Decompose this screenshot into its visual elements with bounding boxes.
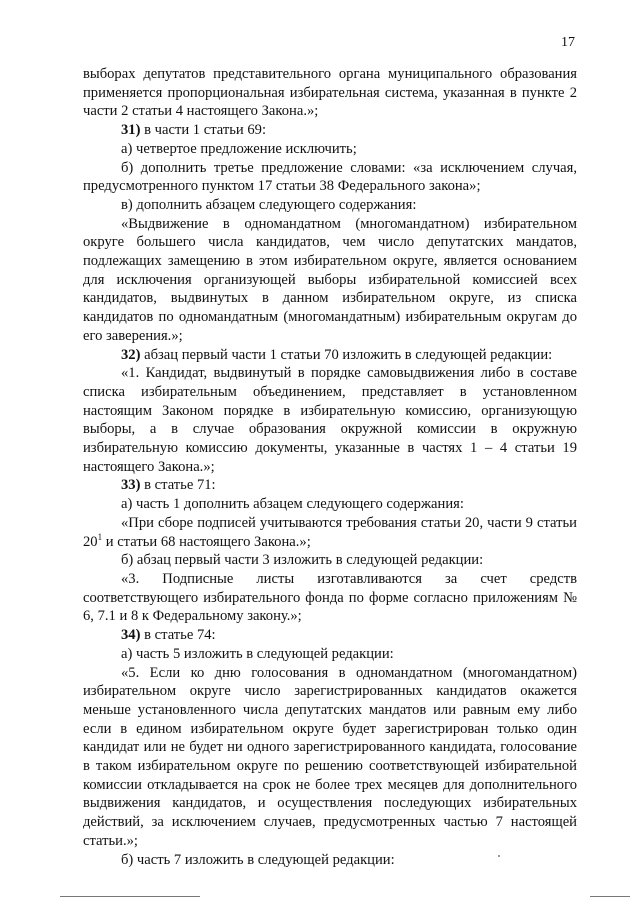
- item-text: в статье 71:: [140, 477, 216, 494]
- superscript: 1: [97, 531, 103, 542]
- paragraph-quote: «5. Если ко дню голосования в одномандатном (многомандатном) избирательном округе число зарегистрированных кандидатов окажется меньше установленного числа депутатских мандатов или равным ему либо если в едином избирательном округе будет зарегистрирован только один кандидат или не будет ни одного зарегистрированного кандидата, голосование в таком избирательном округе по решению соответствующей избирательной комиссии откладывается на срок не более трех месяцев для дополнительного выдвижения кандидатов, и осуществления последующих избирательных действий, за исключением случаев, предусмотренных частью 7 настоящей статьи.»;: [83, 664, 577, 849]
- paragraph: а) четвертое предложение исключить;: [121, 140, 357, 157]
- paragraph: а) часть 5 изложить в следующей редакции:: [121, 645, 394, 662]
- paragraph: а) часть 1 дополнить абзацем следующего содержания:: [121, 496, 464, 513]
- page-number: 17: [561, 35, 575, 50]
- paragraph-quote: «Выдвижение в одномандатном (многомандатном) избирательном округе большего числа кандидатов, чем число депутатских мандатов, подлежащих замещению в этом избирательном округе, является основанием для исключения организующей выборы избирательной комиссией всех кандидатов, выдвинутых в данном избирательном округе, из списка кандидатов по одномандатным (многомандатным) избирательным округам до его заверения.»;: [83, 215, 577, 344]
- paragraph-text-before: «При сборе подписей учитываются требования статьи 20, части 9 статьи 20: [83, 514, 577, 550]
- scan-edge-mark: [60, 896, 200, 897]
- paragraph: б) абзац первый части 3 изложить в следующей редакции:: [121, 552, 484, 569]
- paragraph-text-after: и статьи 68 настоящего Закона.»;: [102, 533, 311, 550]
- list-item-33: [83, 476, 577, 495]
- document-body: [83, 65, 577, 869]
- paragraph-quote: «1. Кандидат, выдвинутый в порядке самовыдвижения либо в составе списка избирательным объединением, представляет в установленном настоящим Законом порядке в избирательную комиссию, организующую выборы, а в случае образования окружной комиссии в окружную избирательную комиссию документы, указанные в частях 1 – 4 статьи 19 настоящего Закона.»;: [83, 365, 577, 475]
- item-number: 33): [121, 477, 141, 494]
- paragraph: в) дополнить абзацем следующего содержания:: [121, 196, 417, 213]
- item-text: в статье 74:: [140, 627, 216, 644]
- list-item-31: [83, 121, 577, 140]
- scan-speck: [498, 855, 500, 857]
- paragraph: б) часть 7 изложить в следующей редакции:: [121, 851, 395, 868]
- item-number: 31): [121, 122, 141, 139]
- item-text: абзац первый части 1 статьи 70 изложить в следующей редакции:: [140, 346, 553, 363]
- item-text: в части 1 статьи 69:: [140, 122, 267, 139]
- paragraph-quote: [83, 514, 577, 551]
- list-item-34: [83, 626, 577, 645]
- scan-edge-mark: [590, 896, 630, 897]
- item-number: 34): [121, 627, 141, 644]
- paragraph-continuation: выборах депутатов представительного органа муниципального образования применяется пропорциональная избирательная система, указанная в пункте 2 части 2 статьи 4 настоящего Закона.»;: [83, 66, 577, 120]
- paragraph-quote: «3. Подписные листы изготавливаются за счет средств соответствующего избирательного фонда по форме согласно приложениям № 6, 7.1 и 8 к Федеральному закону.»;: [83, 570, 577, 625]
- paragraph: б) дополнить третье предложение словами: «за исключением случая, предусмотренного пунктом 17 статьи 38 Федерального закона»;: [83, 159, 577, 195]
- list-item-32: [83, 346, 577, 365]
- item-number: 32): [121, 346, 141, 363]
